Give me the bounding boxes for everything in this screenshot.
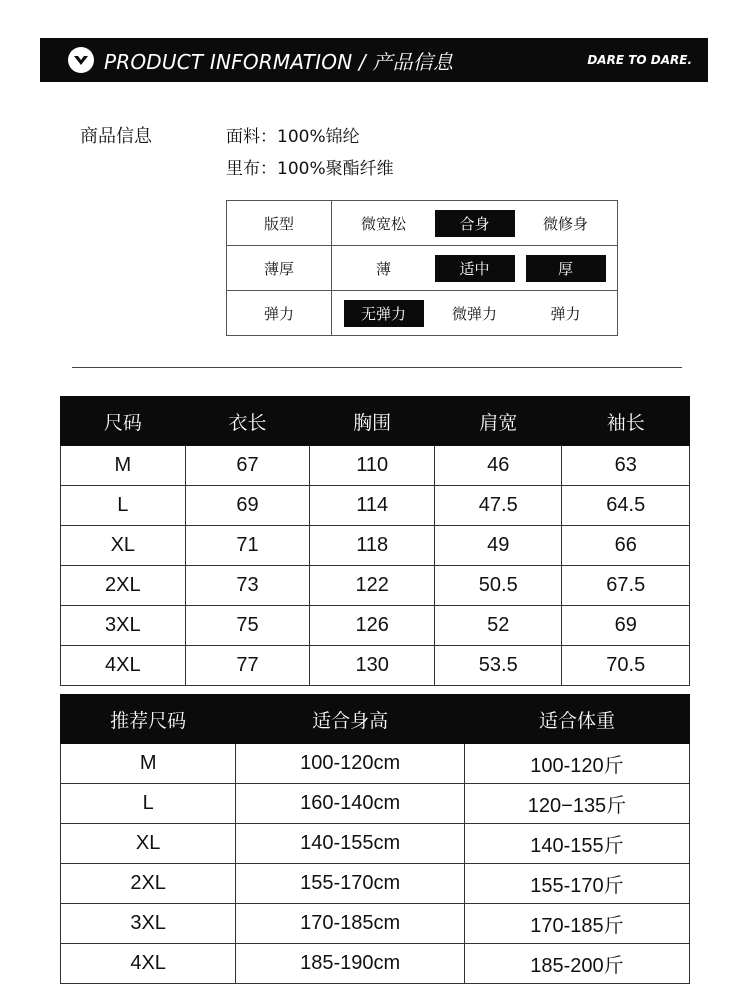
table-cell: L — [61, 784, 236, 824]
recommend-row — [61, 824, 690, 864]
attribute-option: 微弹力 — [451, 304, 497, 323]
table-cell: 155-170斤 — [464, 864, 689, 904]
size-row — [61, 446, 690, 486]
column-header: 尺码 — [61, 397, 186, 446]
table-cell: 100-120斤 — [464, 744, 689, 784]
size-row — [61, 606, 690, 646]
table-cell: 77 — [185, 646, 310, 686]
attribute-label: 弹力 — [227, 291, 332, 336]
table-cell: 53.5 — [435, 646, 562, 686]
table-cell: 4XL — [61, 944, 236, 984]
attribute-row — [227, 291, 618, 336]
table-cell: 70.5 — [562, 646, 690, 686]
info-heading: 商品信息 — [80, 126, 152, 147]
table-cell: M — [61, 446, 186, 486]
table-cell: 170-185斤 — [464, 904, 689, 944]
column-header: 适合身高 — [236, 695, 465, 744]
size-row — [61, 526, 690, 566]
table-cell: 69 — [562, 606, 690, 646]
table-cell: 155-170cm — [236, 864, 465, 904]
recommend-row — [61, 944, 690, 984]
table-cell: 2XL — [61, 566, 186, 606]
attribute-option: 薄 — [375, 259, 391, 278]
table-cell: 140-155cm — [236, 824, 465, 864]
attribute-option-selected: 合身 — [435, 210, 515, 237]
attribute-option-selected: 厚 — [526, 255, 606, 282]
size-row — [61, 566, 690, 606]
banner-slogan: DARE TO DARE. — [587, 53, 692, 67]
table-cell: XL — [61, 824, 236, 864]
size-row — [61, 646, 690, 686]
attribute-row — [227, 201, 618, 246]
table-cell: 71 — [185, 526, 310, 566]
header-banner — [40, 38, 708, 82]
table-cell: 185-190cm — [236, 944, 465, 984]
lining-info: 里布：100%聚酯纤维 — [226, 159, 394, 179]
table-cell: 3XL — [61, 904, 236, 944]
attribute-option-selected: 适中 — [435, 255, 515, 282]
table-cell: M — [61, 744, 236, 784]
column-header: 袖长 — [562, 397, 690, 446]
fabric-info: 面料：100%锦纶 — [226, 127, 360, 147]
table-cell: 75 — [185, 606, 310, 646]
table-cell: 120−135斤 — [464, 784, 689, 824]
table-cell: XL — [61, 526, 186, 566]
table-cell: 67.5 — [562, 566, 690, 606]
table-cell: 110 — [310, 446, 435, 486]
attribute-row — [227, 246, 618, 291]
column-header: 肩宽 — [435, 397, 562, 446]
column-header: 推荐尺码 — [61, 695, 236, 744]
table-cell: L — [61, 486, 186, 526]
brand-logo-icon — [68, 47, 94, 73]
table-cell: 69 — [185, 486, 310, 526]
table-cell: 140-155斤 — [464, 824, 689, 864]
banner-title: PRODUCT INFORMATION / 产品信息 — [104, 49, 454, 74]
table-cell: 100-120cm — [236, 744, 465, 784]
table-cell: 126 — [310, 606, 435, 646]
attribute-option: 微宽松 — [360, 214, 406, 233]
recommend-row — [61, 744, 690, 784]
table-cell: 185-200斤 — [464, 944, 689, 984]
table-cell: 3XL — [61, 606, 186, 646]
recommend-row — [61, 784, 690, 824]
table-cell: 66 — [562, 526, 690, 566]
table-cell: 46 — [435, 446, 562, 486]
attribute-label: 薄厚 — [227, 246, 332, 291]
attribute-options — [332, 201, 618, 246]
attribute-option-selected: 无弹力 — [344, 300, 424, 327]
column-header: 胸围 — [310, 397, 435, 446]
size-table — [60, 396, 690, 686]
attribute-options — [332, 246, 618, 291]
table-cell: 50.5 — [435, 566, 562, 606]
recommend-row — [61, 904, 690, 944]
table-cell: 118 — [310, 526, 435, 566]
table-cell: 49 — [435, 526, 562, 566]
recommend-row — [61, 864, 690, 904]
table-cell: 64.5 — [562, 486, 690, 526]
recommend-size-table — [60, 694, 690, 984]
attribute-table — [226, 200, 618, 336]
table-cell: 130 — [310, 646, 435, 686]
table-cell: 160-140cm — [236, 784, 465, 824]
table-cell: 114 — [310, 486, 435, 526]
table-cell: 73 — [185, 566, 310, 606]
table-cell: 52 — [435, 606, 562, 646]
table-cell: 2XL — [61, 864, 236, 904]
table-cell: 122 — [310, 566, 435, 606]
attribute-option: 弹力 — [550, 304, 581, 323]
table-cell: 67 — [185, 446, 310, 486]
divider — [72, 367, 682, 368]
column-header: 适合体重 — [464, 695, 689, 744]
table-cell: 4XL — [61, 646, 186, 686]
table-cell: 170-185cm — [236, 904, 465, 944]
column-header: 衣长 — [185, 397, 310, 446]
table-cell: 63 — [562, 446, 690, 486]
table-cell: 47.5 — [435, 486, 562, 526]
size-row — [61, 486, 690, 526]
attribute-option: 微修身 — [542, 214, 588, 233]
attribute-label: 版型 — [227, 201, 332, 246]
attribute-options — [332, 291, 618, 336]
